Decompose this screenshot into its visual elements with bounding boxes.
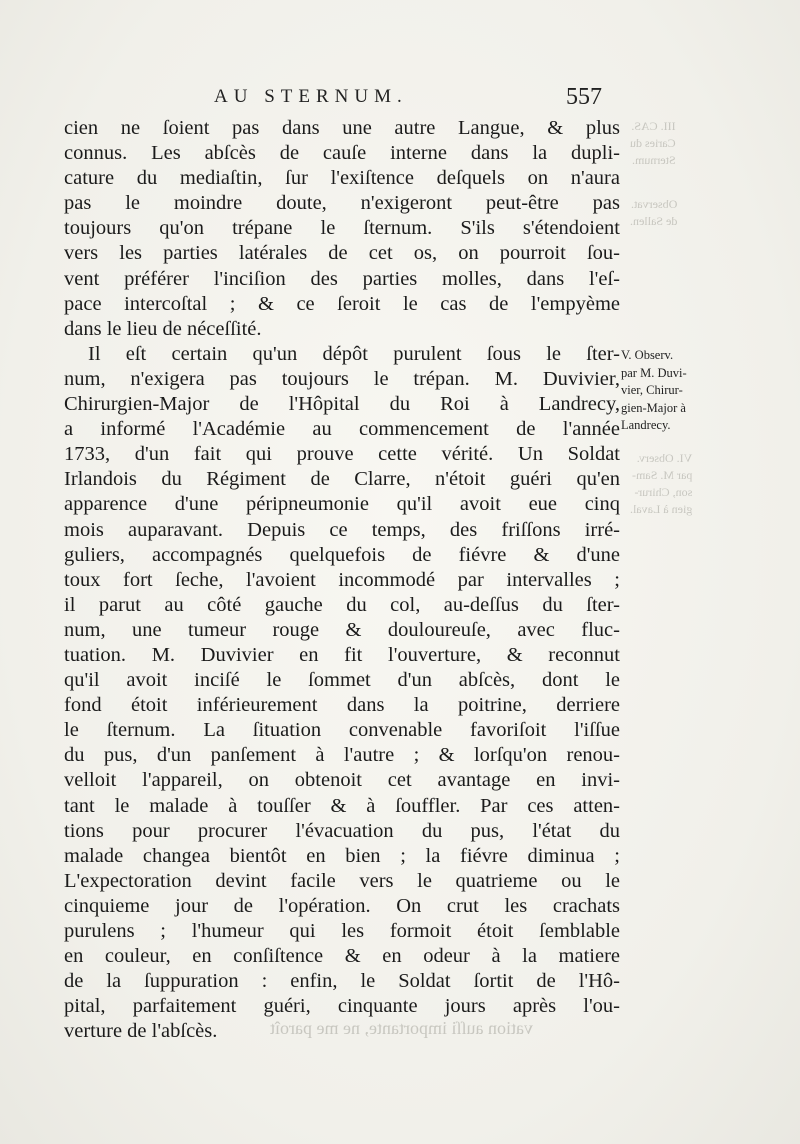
text-line: guliers, accompagnés quelquefois de fiévre & d'une — [64, 543, 620, 566]
text-line: en couleur, en conſiſtence & en odeur à la matiere — [64, 945, 620, 968]
running-head: AU STERNUM. — [214, 86, 408, 107]
text-line: vers les parties latérales de cet os, on pourroit ſou- — [64, 242, 620, 265]
text-line: Il eſt certain qu'un dépôt purulent ſous le ſter- — [88, 342, 620, 365]
margin-note-line: Landrecy. — [621, 418, 671, 432]
margin-note-line: V. Observ. — [621, 348, 674, 362]
text-line: de la ſuppuration : enfin, le Soldat ſortit de l'Hô- — [64, 970, 620, 993]
show-through-text: VI. Observ. par M. Sam- son, Chirur- gien à Laval. — [630, 451, 693, 516]
text-line: du pus, d'un panſement à l'autre ; & lorſqu'on renou- — [64, 744, 620, 767]
text-line: toux fort ſeche, l'avoient incommodé par intervalles ; — [64, 568, 620, 591]
text-line: tuation. M. Duvivier en fit l'ouverture, & reconnut — [64, 643, 620, 666]
text-line: purulens ; l'humeur qui les formoit étoit ſemblable — [64, 920, 620, 942]
text-line: pace intercoſtal ; & ce ſeroit le cas de l'empyème — [64, 292, 620, 315]
text-line: cinquieme jour de l'opération. On crut les crachats — [64, 894, 620, 917]
text-line: tant le malade à touſſer & à ſouffler. Par ces atten- — [64, 794, 620, 817]
text-line: vent préférer l'inciſion des parties molles, dans l'eſ- — [64, 267, 620, 290]
text-line: cien ne ſoient pas dans une autre Langue, & plus — [64, 117, 620, 139]
text-line: cature du mediaſtin, ſur l'exiſtence deſquels on n'aura — [64, 167, 620, 190]
text-line: verture de l'abſcès. — [64, 1020, 218, 1043]
text-line: Chirurgien-Major de l'Hôpital du Roi à Landrecy, — [64, 393, 620, 416]
text-line: malade changea bientôt en bien ; la fiévre diminua ; — [64, 844, 620, 867]
text-line: velloit l'appareil, on obtenoit cet avantage en invi- — [64, 769, 620, 792]
text-line: num, une tumeur rouge & douloureuſe, avec fluc- — [64, 618, 620, 641]
text-line: pital, parfaitement guéri, cinquante jours après l'ou- — [64, 995, 620, 1018]
text-line: 1733, d'un fait qui prouve cette vérité. Un Soldat — [64, 443, 620, 466]
text-line: dans le lieu de néceſſité. — [64, 317, 262, 340]
text-line: il parut au côté gauche du col, au-deſſus du ſter- — [64, 593, 620, 616]
show-through-text: Observat. de Sallen. — [630, 197, 678, 228]
text-line: Irlandois du Régiment de Clarre, n'étoit guéri qu'en — [64, 468, 620, 491]
margin-note-line: vier, Chirur- — [621, 383, 683, 397]
margin-note-line: par M. Duvi- — [621, 365, 687, 380]
text-line: toujours qu'on trépane le ſternum. S'ils s'étendoient — [64, 217, 620, 240]
text-line: tions pour procurer l'évacuation du pus, l'état du — [64, 819, 620, 842]
margin-note-line: gien-Major à — [621, 400, 686, 415]
text-line: a informé l'Académie au commencement de l'année — [64, 418, 620, 441]
body-text — [64, 116, 620, 1044]
text-line: le ſternum. La ſituation convenable favoriſoit l'iſſue — [64, 719, 620, 742]
text-line: qu'il avoit inciſé le ſommet d'un abſcès, dont le — [64, 669, 620, 692]
text-line: L'expectoration devint facile vers le quatrieme ou le — [64, 869, 620, 892]
text-line: apparence d'une péripneumonie qu'il avoit eue cinq — [64, 493, 620, 516]
text-line: fond étoit inférieurement dans la poitrine, derriere — [64, 694, 620, 717]
show-through-text: III. CAS. Caries du Sternum. — [630, 119, 676, 167]
page-number: 557 — [566, 84, 602, 110]
text-line: num, n'exigera pas toujours le trépan. M. Duvivier, — [64, 367, 620, 390]
margin-note — [621, 347, 793, 435]
text-line: connus. Les abſcès de cauſe interne dans la dupli- — [64, 142, 620, 165]
show-through-text: vation auſſi importante, ne me paroît — [270, 1018, 533, 1038]
text-line: pas le moindre doute, n'exigeront peut-être pas — [64, 192, 620, 215]
text-line: mois auparavant. Depuis ce temps, des friſſons irré- — [64, 518, 620, 541]
